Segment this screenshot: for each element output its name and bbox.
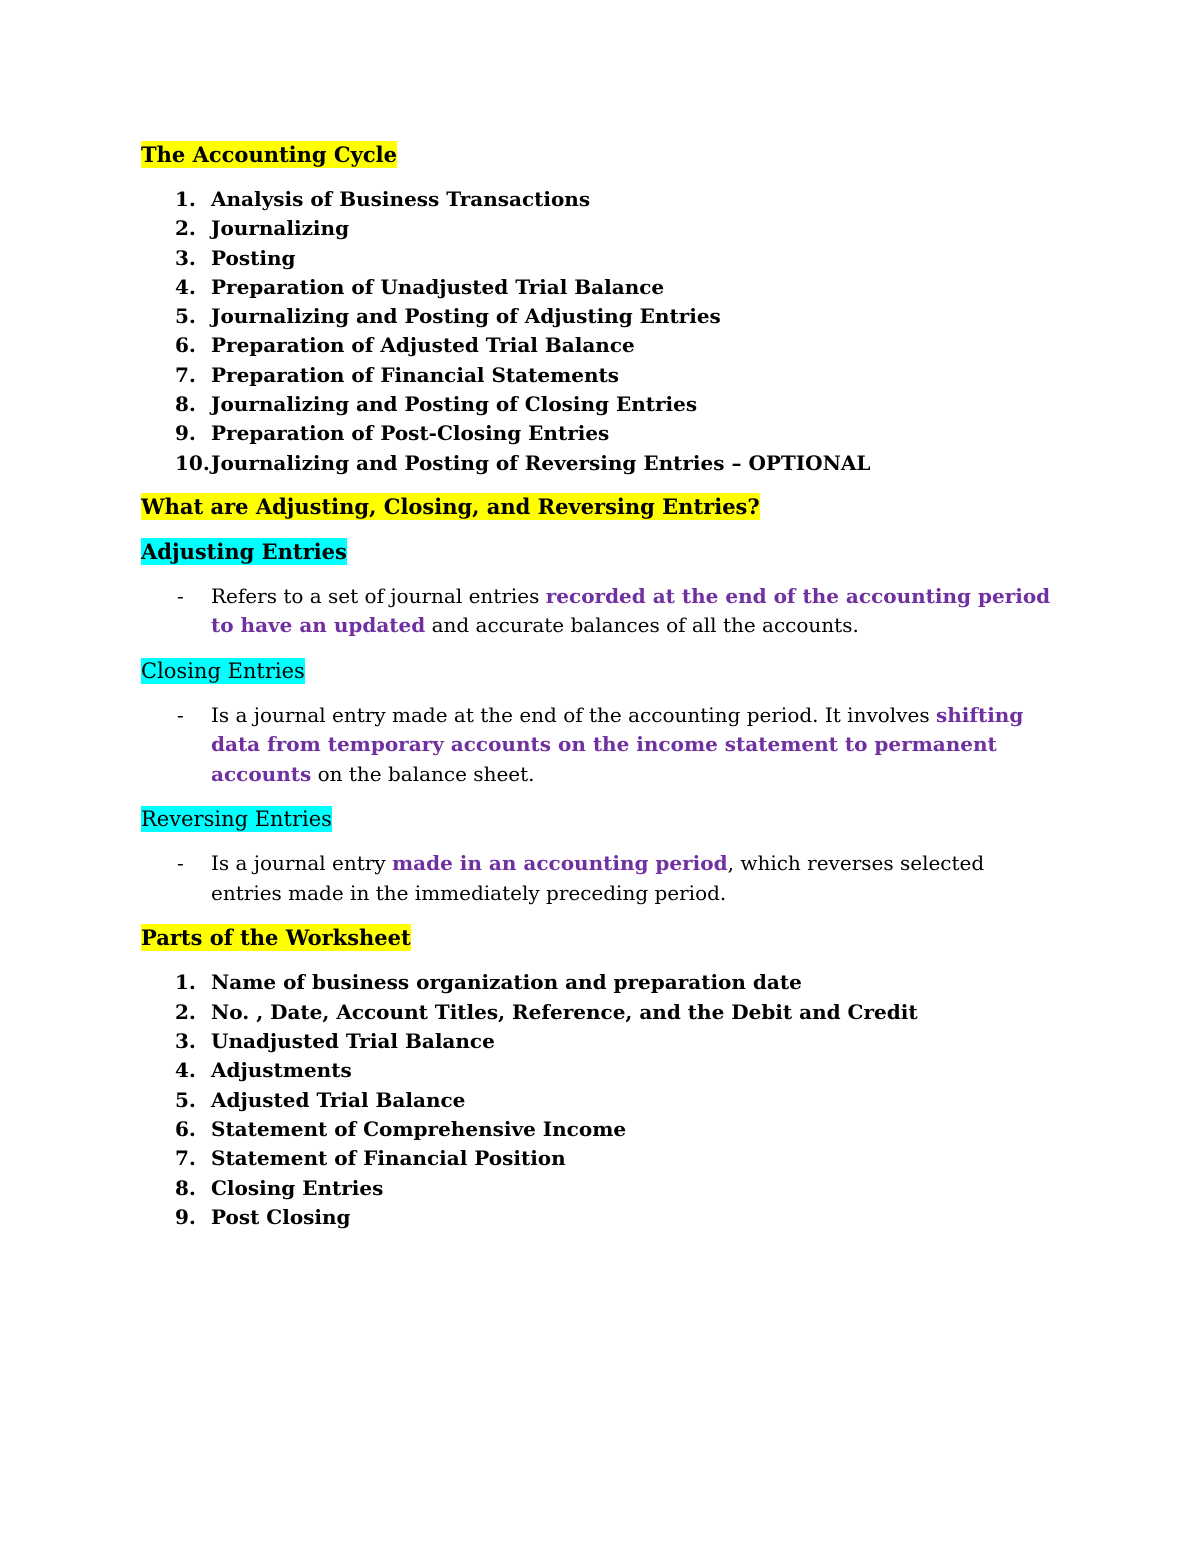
list-item-text: Name of business organization and preparation date <box>211 970 802 995</box>
definition-emphasis: shifting data from temporary accounts on the income statement to permanent accounts <box>211 702 1024 786</box>
worksheet-title: Parts of the Worksheet <box>141 925 411 951</box>
bullet-dash: - <box>177 702 184 727</box>
worksheet-heading <box>141 923 1061 953</box>
definition-text: , which reverses selected entries made in the immediately preceding period. <box>211 851 985 905</box>
list-item-text: Journalizing <box>211 216 350 241</box>
list-number: 7. <box>175 1146 196 1171</box>
list-number: 6. <box>175 1116 196 1141</box>
document-page <box>141 140 1061 1246</box>
list-item-text: Journalizing and Posting of Closing Entries <box>211 392 698 417</box>
list-item <box>141 302 1061 331</box>
list-item-text: Analysis of Business Transactions <box>211 187 591 211</box>
reversing-entries-heading <box>141 804 1061 834</box>
list-number: 3. <box>175 245 196 270</box>
definition-text: and accurate balances of all the accounts. <box>425 613 859 638</box>
entries-question-title: What are Adjusting, Closing, and Reversing Entries? <box>141 493 760 519</box>
worksheet-parts-list <box>141 968 1061 1232</box>
list-item-text: No. , Date, Account Titles, Reference, and the Debit and Credit <box>211 999 918 1024</box>
bullet-dash: - <box>177 583 184 608</box>
list-number: 4. <box>175 1058 196 1083</box>
reversing-entries-definition <box>141 849 1061 908</box>
list-item-text: Statement of Financial Position <box>211 1146 566 1171</box>
list-item-text: Statement of Comprehensive Income <box>211 1116 627 1141</box>
list-item-text: Adjustments <box>211 1058 352 1083</box>
list-item <box>141 419 1061 448</box>
list-number: 9. <box>175 421 196 446</box>
reversing-entries-title: Reversing Entries <box>141 807 332 832</box>
entries-question-heading <box>141 492 1061 522</box>
list-item <box>141 331 1061 360</box>
list-number: 2. <box>175 216 196 241</box>
accounting-cycle-list <box>141 185 1061 478</box>
list-item <box>141 1027 1061 1056</box>
adjusting-entries-title: Adjusting Entries <box>141 538 347 564</box>
list-item <box>141 390 1061 419</box>
list-number: 6. <box>175 333 196 358</box>
closing-entries-heading <box>141 656 1061 686</box>
list-item-text: Closing Entries <box>211 1175 384 1200</box>
definition-emphasis: made in an accounting period <box>392 851 728 876</box>
list-item-text: Preparation of Post-Closing Entries <box>211 421 610 446</box>
list-item <box>141 214 1061 243</box>
definition-text: Refers to a set of journal entries <box>211 583 546 608</box>
definition-emphasis: recorded at the end of the accounting period to have an updated <box>211 583 1051 638</box>
adjusting-entries-definition <box>141 582 1061 641</box>
list-number: 9. <box>175 1204 196 1229</box>
bullet-dash: - <box>177 851 184 876</box>
list-item-text: Unadjusted Trial Balance <box>211 1029 495 1054</box>
list-item <box>141 273 1061 302</box>
definition-text: on the balance sheet. <box>311 761 535 786</box>
list-item <box>141 361 1061 390</box>
list-item <box>141 1086 1061 1115</box>
list-item <box>141 185 1061 214</box>
list-number: 1. <box>175 187 196 211</box>
list-item-text: Preparation of Unadjusted Trial Balance <box>211 274 665 299</box>
list-item-text: Journalizing and Posting of Adjusting Entries <box>211 304 721 329</box>
list-item <box>141 1056 1061 1085</box>
list-item <box>141 1174 1061 1203</box>
list-item <box>141 1115 1061 1144</box>
list-item-text: Post Closing <box>211 1204 351 1229</box>
list-number: 3. <box>175 1029 196 1054</box>
list-number: 10. <box>175 450 210 475</box>
list-item <box>141 968 1061 997</box>
list-item <box>141 998 1061 1027</box>
list-item <box>141 1203 1061 1232</box>
list-number: 8. <box>175 1175 196 1200</box>
list-item <box>141 244 1061 273</box>
definition-text: Is a journal entry <box>211 851 393 876</box>
accounting-cycle-title: The Accounting Cycle <box>141 142 397 167</box>
list-item-text: Journalizing and Posting of Reversing Entries – OPTIONAL <box>211 450 871 475</box>
list-item <box>141 449 1061 478</box>
closing-entries-definition <box>141 701 1061 790</box>
list-item-text: Preparation of Financial Statements <box>211 362 619 387</box>
accounting-cycle-heading <box>141 140 1061 170</box>
adjusting-entries-heading <box>141 537 1061 567</box>
list-item-text: Adjusted Trial Balance <box>211 1087 466 1112</box>
closing-entries-title: Closing Entries <box>141 658 305 683</box>
list-number: 7. <box>175 362 196 387</box>
list-item <box>141 1144 1061 1173</box>
list-number: 1. <box>175 970 196 995</box>
list-number: 5. <box>175 304 196 329</box>
definition-text: Is a journal entry made at the end of the accounting period. It involves <box>211 702 936 727</box>
list-number: 4. <box>175 274 196 299</box>
list-number: 2. <box>175 999 196 1024</box>
list-item-text: Preparation of Adjusted Trial Balance <box>211 333 635 358</box>
list-item-text: Posting <box>211 245 296 270</box>
list-number: 8. <box>175 392 196 417</box>
list-number: 5. <box>175 1087 196 1112</box>
